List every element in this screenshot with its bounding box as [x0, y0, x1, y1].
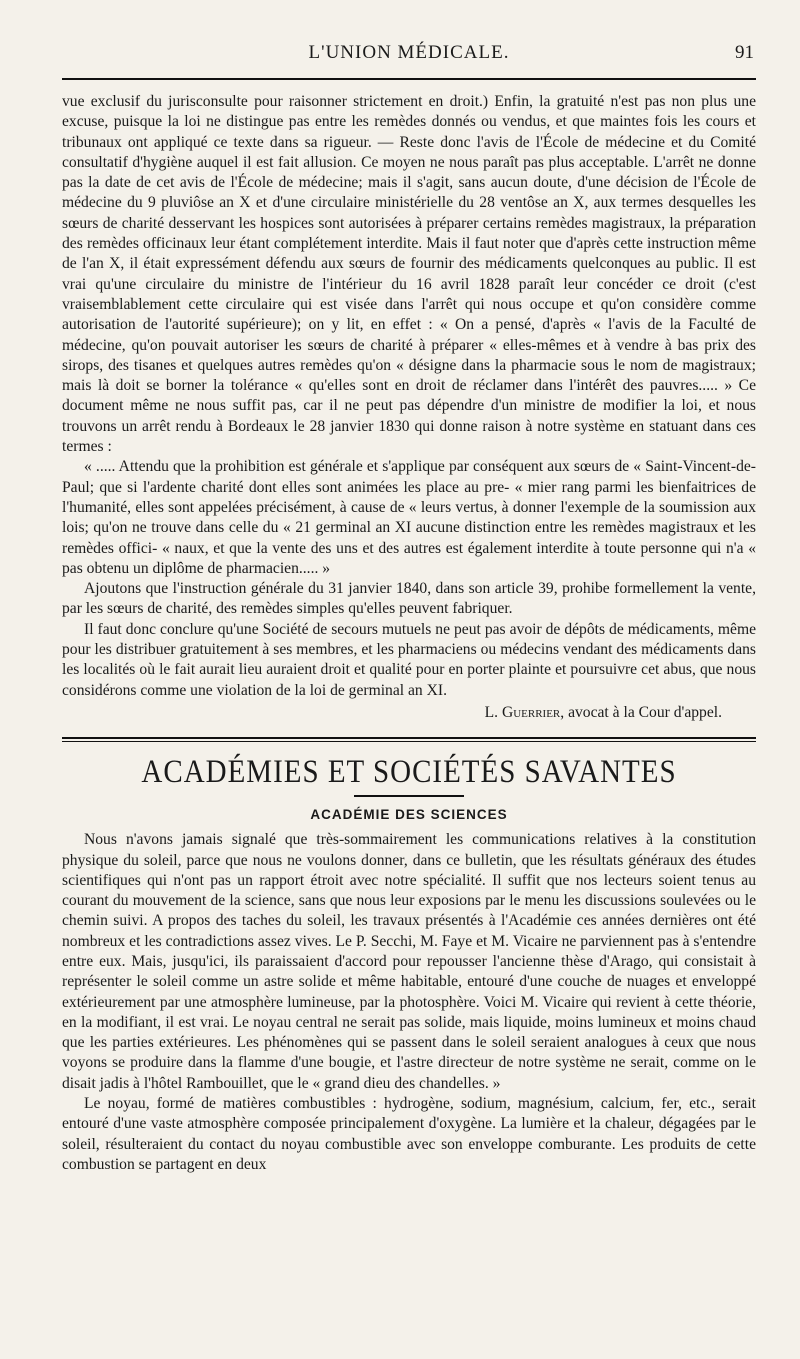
section-title: ACADÉMIES ET SOCIÉTÉS SAVANTES — [141, 754, 677, 791]
article-academy-text — [62, 830, 756, 1175]
running-head — [62, 38, 756, 72]
paragraph: Le noyau, formé de matières combustibles : hydrogène, sodium, magnésium, calcium, fer, etc., serait entouré d'une vaste atmosphère composée principalement d'oxygène. La lumière et la chaleur, dégagées par le soleil, résulteraient du contact du noyau combustible avec son enveloppe comburante. Les produits de cette combustion se partagent en deux — [62, 1095, 756, 1173]
section-divider — [62, 737, 756, 742]
paragraph: Ajoutons que l'instruction générale du 31 janvier 1840, dans son article 39, prohibe formellement la vente, par les sœurs de charité, des remèdes simples qu'elles peuvent fabriquer. — [62, 580, 756, 618]
section-subtitle: ACADÉMIE DES SCIENCES — [310, 807, 508, 823]
journal-page — [62, 38, 756, 1175]
author-signature — [62, 703, 756, 723]
article-legal-text — [62, 92, 756, 723]
signature-name: Guerrier — [501, 703, 561, 721]
paragraph: vue exclusif du jurisconsulte pour raisonner strictement en droit.) Enfin, la gratuité n'est pas non plus une excuse, puisque la loi ne distingue pas entre les remèdes donnés ou vendus, et que maintes fois les cours et tribunaux ont appliqué ce texte dans sa rigueur. — Reste donc l'avis de l'École de médecine et du Comité consultatif d'hygiène auquel il est fait allusion. Ce moyen ne nous paraît pas plus acceptable. L'arrêt ne donne pas la date de cet avis de l'École de médecine; mais il s'agit, sans aucun doute, d'une décision de l'École de médecine du 9 pluviôse an X et d'une circulaire ministérielle du 28 ventôse an X, aux termes desquelles les sœurs de charité desservant les hospices sont autorisées à préparer certains remèdes magistraux, la préparation des remèdes officinaux leur étant complétement interdite. Mais il faut noter que d'après cette instruction même de l'an X, il était expressément défendu aux sœurs de fournir des médicaments quelconques au public. Il est vrai qu'une circulaire du ministre de l'intérieur du 16 avril 1828 paraît leur concéder ce droit (c'est vraisemblablement cette circulaire qui est visée dans l'arrêt qui nous occupe et qu'on considère comme autorisation de l'autorité supérieure); on y lit, en effet : « On a pensé, d'après « l'avis de la Faculté de médecine, qu'on pouvait autoriser les sœurs de charité à préparer « elles-mêmes et à vendre à bas prix des sirops, des tisanes et quelques autres remèdes qu'on « désigne dans la pharmacie sous le nom de magistraux; mais là doit se borner la tolérance « qu'elles sont en droit de réclamer dans l'intérêt des pauvres..... » Ce document même ne nous suffit pas, car il ne peut pas dépendre d'un ministre de modifier la loi, et nous trouvons un arrêt rendu à Bordeaux le 28 janvier 1830 qui donne raison à notre système en statuant dans ces termes : — [62, 93, 756, 456]
quoted-judgment: « ..... Attendu que la prohibition est générale et s'applique par conséquent aux sœurs de « Saint-Vincent-de-Paul; que si l'ardente charité dont elles sont animées les place au pre- « mier rang parmi les bienfaitrices de l'humanité, elles sont appelées précisément, à cause de « leurs vertus, à donner l'exemple de la soumission aux lois; qu'on ne trouve dans celle du « 21 germinal an XI aucune distinction entre les remèdes magistraux et les remèdes offici- « naux, et que la vente des uns et des autres est également interdite à toute personne qui n'a « pas obtenu un diplôme de pharmacien..... » — [62, 458, 756, 577]
signature-title: , avocat à la Cour d'appel. — [560, 703, 722, 721]
paragraph: Nous n'avons jamais signalé que très-sommairement les communications relatives à la constitution physique du soleil, parce que nous ne voulons donner, dans ce bulletin, que les résultats généraux des études scientifiques qui n'ont pas un rapport étroit avec notre spécialité. Il suffit que nos lecteurs soient tenus au courant du mouvement de la science, sans que nous leur exposions par le menu les discussions soulevées ou le chemin suivi. A propos des taches du soleil, les travaux présentés à l'Académie ces années dernières ont été nombreux et les contradictions assez vives. Le P. Secchi, M. Faye et M. Vicaire ne parviennent pas à s'entendre entre eux. Mais, jusqu'ici, ils paraissaient d'accord pour repousser l'ancienne thèse d'Arago, qui consistait à représenter le soleil comme un astre solide et même habitable, entouré d'une couche de nuages et enveloppé extérieurement par une atmosphère lumineuse, par la photosphère. Voici M. Vicaire qui revient à cette théorie, en la modifiant, il est vrai. Le noyau central ne serait pas solide, mais liquide, moins lumineux et moins chaud que les parties extérieures. Les phénomènes qui se passent dans le soleil seraient analogues à ceux que nous voyons se produire dans la flamme d'une bougie, et l'astre directeur de notre système ne serait, comme on le disait jadis à l'hôtel Rambouillet, que le « grand dieu des chandelles. » — [62, 831, 756, 1092]
page-number: 91 — [735, 42, 754, 63]
title-underline — [354, 795, 464, 797]
running-title: L'UNION MÉDICALE. — [308, 42, 510, 63]
signature-initial: L. — [484, 703, 502, 721]
paragraph: Il faut donc conclure qu'une Société de secours mutuels ne peut pas avoir de dépôts de médicaments, même pour les distribuer gratuitement à ses membres, et les pharmaciens ou médecins vendant des médicaments dans les localités où le fait aurait lieu auraient droit et qualité pour en porter plainte et poursuivre cet abus, que nous considérons comme une violation de la loi de germinal an XI. — [62, 620, 756, 699]
header-rule — [62, 78, 756, 80]
